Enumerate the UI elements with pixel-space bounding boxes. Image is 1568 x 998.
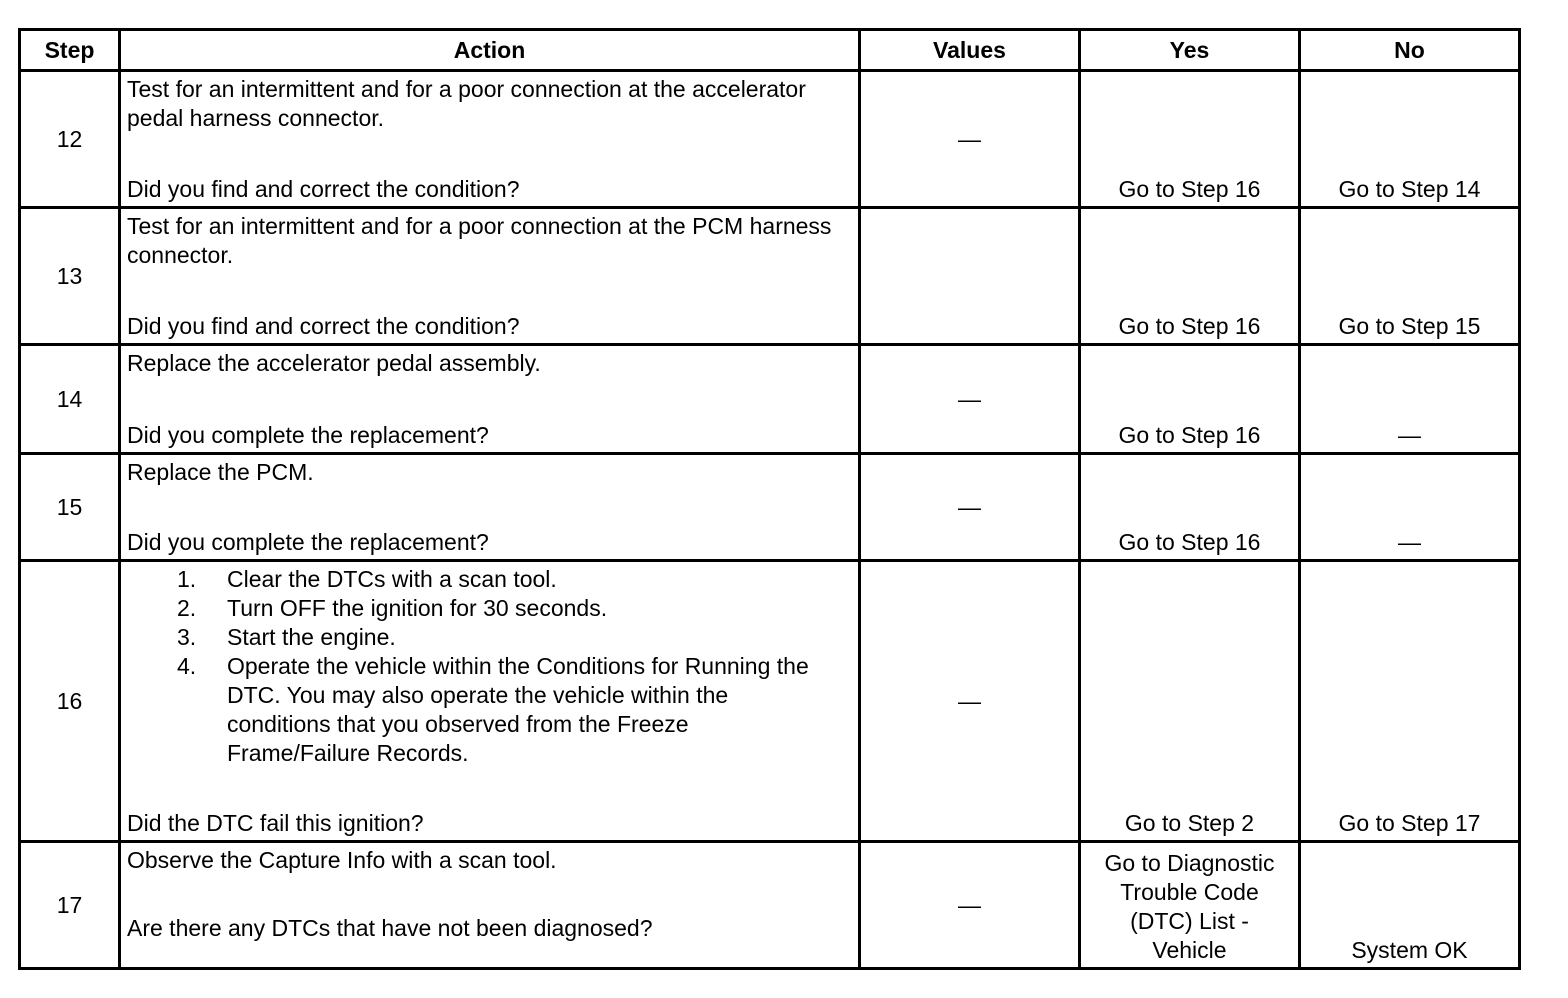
action-question: Did the DTC fail this ignition? [127,810,424,836]
header-row [20,30,1520,71]
spacer [127,875,852,914]
list-item-number: 4. [177,653,197,679]
no-cell [1300,208,1520,345]
no-cell [1300,71,1520,208]
yes-cell [1080,454,1300,561]
step-number: 16 [20,561,120,842]
action-question: Did you find and correct the condition? [127,176,520,202]
no-cell [1300,454,1520,561]
diagnostic-table [18,28,1521,970]
yes-text: Go to Step 16 [1118,176,1261,202]
no-text: Go to Step 15 [1338,313,1481,339]
no-text: System OK [1351,937,1468,963]
values-cell: — [860,345,1080,454]
no-text: Go to Step 14 [1338,176,1481,202]
list-item [127,594,852,623]
values-cell: — [860,454,1080,561]
yes-cell [1080,842,1300,969]
step-number: 13 [20,208,120,345]
table-row [20,561,1520,842]
table-row [20,454,1520,561]
no-cell [1300,842,1520,969]
list-item-text: Operate the vehicle within the Conditions for Running the DTC. You may also operate the vehicle within the conditions that you observed from the Freeze Frame/Failure Records. [227,653,809,766]
action-question: Did you complete the replacement? [127,422,489,448]
yes-text: Go to Step 2 [1124,810,1255,836]
action-text: Test for an intermittent and for a poor connection at the accelerator pedal harness connector. [127,76,806,131]
yes-text: Go to Step 16 [1118,529,1261,555]
list-item [127,623,852,652]
action-step-list [127,565,852,768]
list-item [127,565,852,594]
action-cell [120,842,860,969]
action-text: Observe the Capture Info with a scan tool. [127,847,557,873]
action-text: Replace the PCM. [127,459,314,485]
list-item-number: 2. [177,595,197,621]
step-number: 12 [20,71,120,208]
values-cell [860,208,1080,345]
yes-text: Go to Diagnostic Trouble Code (DTC) List - Vehicle [1104,850,1275,963]
no-text: — [1398,529,1421,555]
yes-cell [1080,208,1300,345]
action-text: Test for an intermittent and for a poor connection at the PCM harness connector. [127,213,832,268]
values-cell: — [860,842,1080,969]
yes-cell [1080,71,1300,208]
step-number: 14 [20,345,120,454]
header-step: Step [20,30,120,71]
action-text: Replace the accelerator pedal assembly. [127,350,541,376]
list-item-text: Turn OFF the ignition for 30 seconds. [227,595,608,621]
action-question: Did you complete the replacement? [127,529,489,555]
list-item [127,652,852,768]
header-yes: Yes [1080,30,1300,71]
step-number: 15 [20,454,120,561]
values-cell: — [860,71,1080,208]
list-item-text: Clear the DTCs with a scan tool. [227,566,557,592]
header-action: Action [120,30,860,71]
action-cell [120,71,860,208]
action-question: Are there any DTCs that have not been diagnosed? [127,915,653,941]
header-values: Values [860,30,1080,71]
table-row [20,842,1520,969]
action-cell [120,208,860,345]
list-item-number: 3. [177,624,197,650]
no-cell [1300,345,1520,454]
yes-text: Go to Step 16 [1118,313,1261,339]
yes-cell [1080,561,1300,842]
action-question: Did you find and correct the condition? [127,313,520,339]
yes-cell [1080,345,1300,454]
values-cell: — [860,561,1080,842]
table-row [20,208,1520,345]
action-cell [120,561,860,842]
action-cell [120,345,860,454]
step-number: 17 [20,842,120,969]
table-row [20,71,1520,208]
list-item-text: Start the engine. [227,624,396,650]
no-text: Go to Step 17 [1338,810,1481,836]
header-no: No [1300,30,1520,71]
no-cell [1300,561,1520,842]
yes-text: Go to Step 16 [1118,422,1261,448]
action-cell [120,454,860,561]
list-item-number: 1. [177,566,197,592]
table-row [20,345,1520,454]
no-text: — [1398,422,1421,448]
